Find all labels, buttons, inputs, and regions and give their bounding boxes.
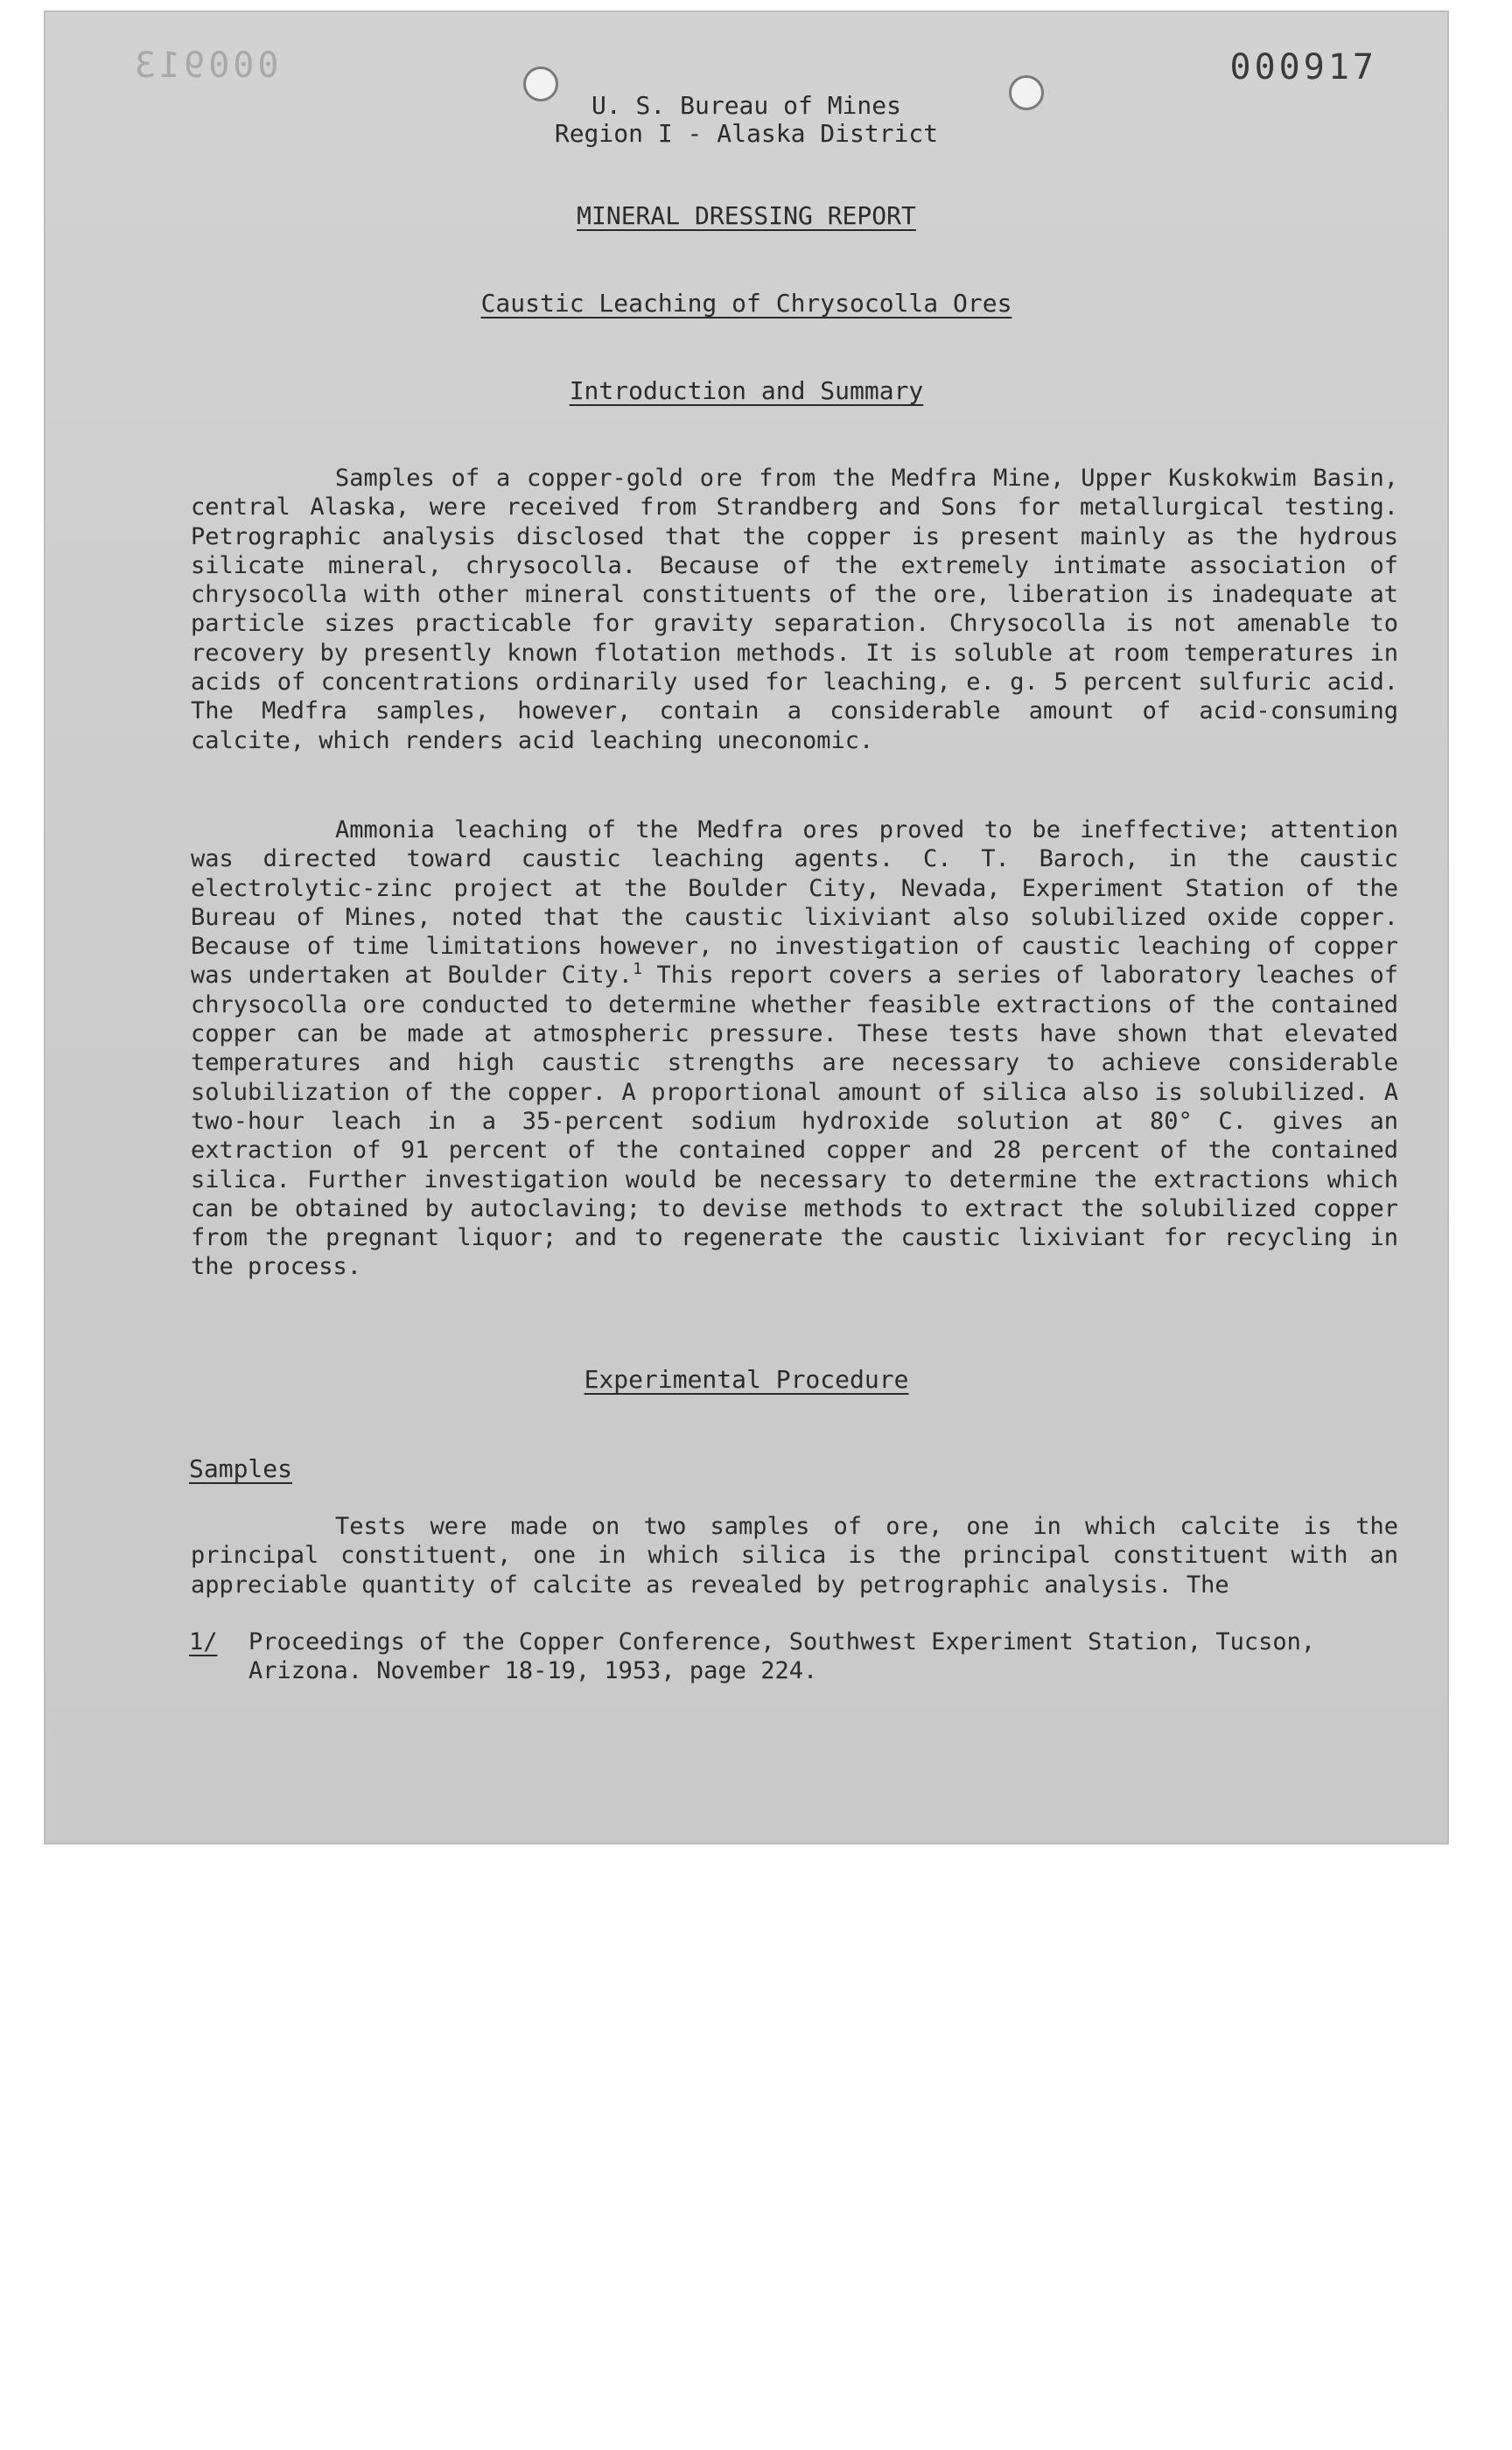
intro-heading [44,376,1449,405]
report-title-text: Caustic Leaching of Chrysocolla Ores [480,289,1012,318]
intro-paragraph-2 [191,816,1398,1282]
samples-paragraph: Tests were made on two samples of ore, one in which calcite is the principal constituent, one in which silica is the principal constituent with an appreciable quantity of calcite as revealed by petrographic analysis. The [191,1513,1398,1599]
page-number-stamp: 000917 [1229,47,1377,88]
report-type-heading [44,201,1449,230]
agency-line: U. S. Bureau of Mines [591,91,901,120]
experimental-heading-text: Experimental Procedure [584,1365,909,1394]
region-line: Region I - Alaska District [554,119,939,148]
report-type-text: MINERAL DRESSING REPORT [577,201,916,230]
scanned-page [44,10,1449,1844]
report-title [44,289,1449,318]
footnote [189,1628,1405,1686]
intro-heading-text: Introduction and Summary [569,376,924,405]
samples-heading: Samples [189,1454,293,1483]
intro-paragraph-2-part-b: This report covers a series of laboratory leaches of chrysocolla ore conducted to determine whether feasible extractions of the contained copper can be made at atmospheric pressure. These tests have shown that elevated temperatures and high caustic strengths are necessary to achieve considerable solubilization of the copper. A proportional amount of silica also is solubilized. A two-hour leach in a 35-percent sodium hydroxide solution at 80° C. gives an extraction of 91 percent of the contained copper and 28 percent of the contained silica. Further investigation would be necessary to determine the extractions which can be obtained by autoclaving; to devise methods to extract the solubilized copper from the pregnant liquor; and to regenerate the caustic lixiviant for recycling in the process. [191,962,1398,1281]
faded-page-number-stamp: 000913 [131,46,279,86]
footnote-reference: 1 [633,960,642,979]
intro-paragraph-1: Samples of a copper-gold ore from the Medfra Mine, Upper Kuskokwim Basin, central Alaska, were received from Strandberg and Sons for metallurgical testing. Petrographic analysis disclosed that the copper is present mainly as the hydrous silicate mineral, chrysocolla. Because of the extremely intimate association of chrysocolla with other mineral constituents of the ore, liberation is inadequate at particle sizes practicable for gravity separation. Chrysocolla is not amenable to recovery by presently known flotation methods. It is soluble at room temperatures in acids of concentrations ordinarily used for leaching, e. g. 5 percent sulfuric acid. The Medfra samples, however, contain a considerable amount of acid-consuming calcite, which renders acid leaching uneconomic. [191,465,1398,754]
footnote-text: Proceedings of the Copper Conference, Southwest Experiment Station, Tucson, Arizona. November 18-19, 1953, page 224. [248,1628,1316,1685]
experimental-heading [44,1365,1449,1394]
footnote-mark: 1/ [189,1628,218,1656]
intro-paragraph-2-part-a: Ammonia leaching of the Medfra ores proved to be ineffective; attention was directed toward caustic leaching agents. C. T. Baroch, in the caustic electrolytic-zinc project at the Boulder City, Nevada, Experiment Station of the Bureau of Mines, noted that the caustic lixiviant also solubilized oxide copper. Because of time limitations however, no investigation of caustic leaching of copper was undertaken at Boulder City. [191,816,1398,990]
